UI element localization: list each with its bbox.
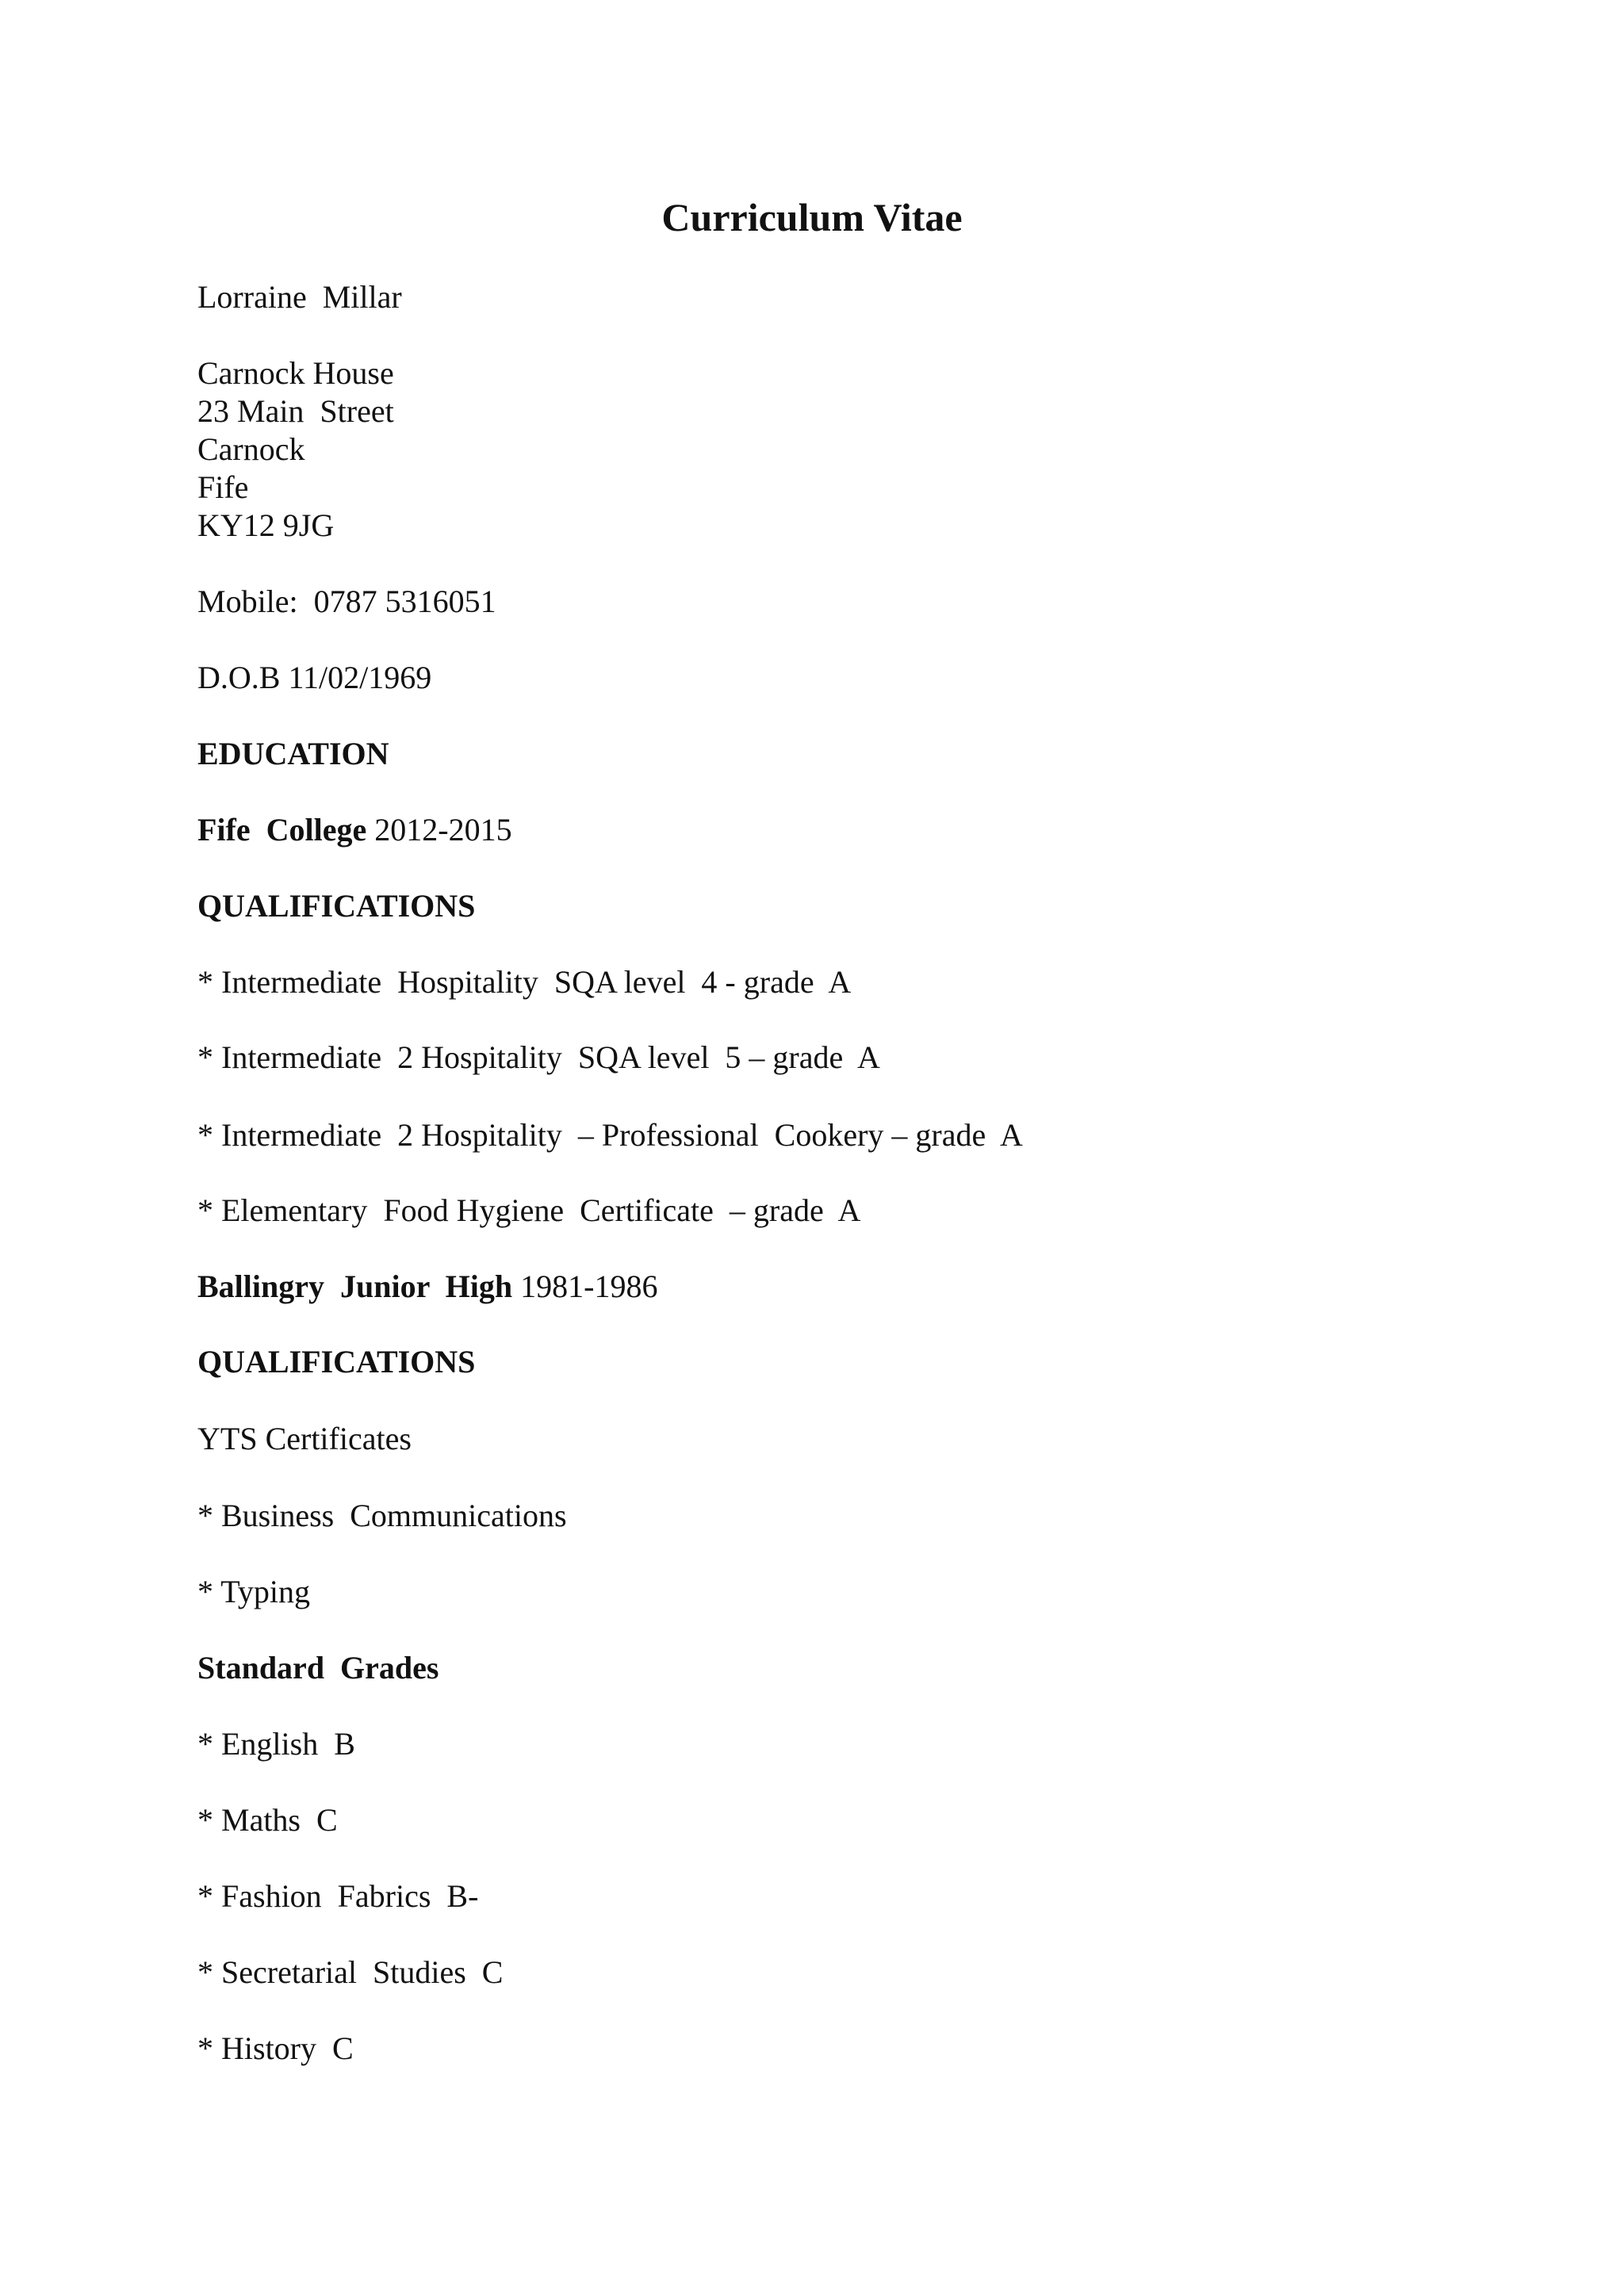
college-qualifications-heading: QUALIFICATIONS [197, 888, 476, 924]
standard-grade-1: * English B [197, 1726, 355, 1762]
standard-grade-5: * History C [197, 2030, 354, 2066]
college-years: 2012-2015 [366, 812, 512, 848]
college-qualification-1: * Intermediate Hospitality SQA level 4 - grade A [197, 964, 852, 1000]
address-line-3: Carnock [197, 431, 305, 467]
candidate-name: Lorraine Millar [197, 279, 402, 315]
yts-item-2: * Typing [197, 1574, 311, 1609]
college-entry [197, 811, 512, 849]
address-line-4: Fife [197, 469, 249, 505]
address-line-5: KY12 9JG [197, 507, 335, 543]
address-line-2: 23 Main Street [197, 393, 394, 429]
yts-item-1: * Business Communications [197, 1498, 567, 1533]
date-of-birth: D.O.B 11/02/1969 [197, 660, 432, 695]
school-years: 1981-1986 [512, 1269, 658, 1304]
page-title: Curriculum Vitae [661, 195, 963, 239]
college-name: Fife College [197, 812, 367, 848]
school-name: Ballingry Junior High [197, 1269, 513, 1304]
standard-grades-heading: Standard Grades [197, 1650, 439, 1686]
school-entry [197, 1268, 657, 1306]
mobile-number: Mobile: 0787 5316051 [197, 584, 496, 619]
college-qualification-2: * Intermediate 2 Hospitality SQA level 5 – grade A [197, 1039, 880, 1075]
standard-grade-3: * Fashion Fabrics B- [197, 1878, 479, 1914]
school-qualifications-heading: QUALIFICATIONS [197, 1344, 476, 1380]
standard-grade-2: * Maths C [197, 1802, 338, 1838]
standard-grade-4: * Secretarial Studies C [197, 1954, 504, 1990]
college-qualification-4: * Elementary Food Hygiene Certificate – grade A [197, 1192, 861, 1228]
address-line-1: Carnock House [197, 355, 394, 391]
college-qualification-3: * Intermediate 2 Hospitality – Professional Cookery – grade A [197, 1117, 1023, 1153]
education-heading: EDUCATION [197, 736, 389, 771]
yts-heading: YTS Certificates [197, 1421, 412, 1456]
